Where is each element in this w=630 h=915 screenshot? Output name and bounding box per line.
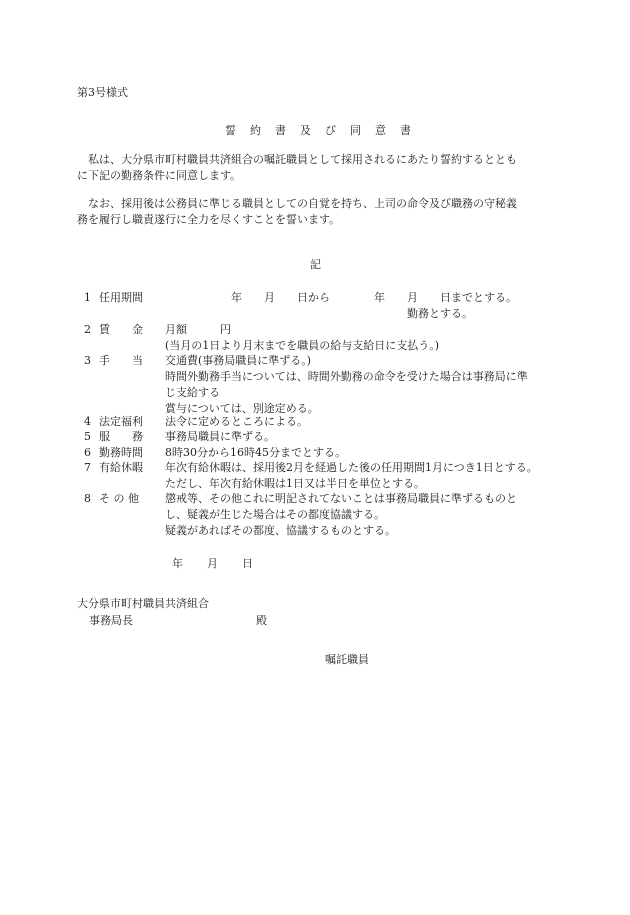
- text-line: 勤務とする。: [165, 307, 473, 320]
- text-line: 私は、大分県市町村職員共済組合の嘱託職員として採用されるにあたり誓約するととも: [77, 153, 517, 166]
- text-line: (当月の1日より月末までを職員の給与支給日に支払う。): [165, 339, 440, 352]
- item-content: [165, 414, 565, 430]
- item-content: [165, 290, 565, 322]
- item-number: 4: [84, 415, 91, 428]
- title-char: 約: [250, 124, 263, 137]
- text-line: 交通費(事務局職員に準ずる。): [165, 354, 312, 367]
- item-label: 手 当: [99, 354, 143, 367]
- item-label: 賃 金: [99, 323, 143, 336]
- text-line: 法令に定めるところによる。: [165, 415, 308, 428]
- title-char: 書: [275, 124, 288, 137]
- title-char: 誓: [225, 124, 238, 137]
- date-line: [172, 556, 253, 572]
- addressee-title: 事務局長: [89, 614, 133, 627]
- item-label: 法定福利: [99, 415, 143, 428]
- title-char: 及: [300, 124, 313, 137]
- text-line: 年 月 日から 年 月 日までとする。: [165, 291, 517, 304]
- item-content: [165, 429, 565, 445]
- title-char: び: [325, 124, 338, 137]
- intro-paragraph-1: [77, 152, 557, 184]
- item-number: 2: [84, 323, 91, 336]
- item-number: 8: [84, 492, 91, 505]
- text-line: 時間外勤務手当については、時間外勤務の命令を受けた場合は事務局に準: [165, 370, 528, 383]
- title-char: 同: [350, 124, 363, 137]
- form-number: 第3号様式: [77, 86, 128, 99]
- text-line: 年次有給休暇は、採用後2月を経過した後の任用期間1月につき1日とする。: [165, 461, 538, 474]
- text-line: じ支給する: [165, 386, 220, 399]
- item-label: 有給休暇: [99, 461, 143, 474]
- item-number: 3: [84, 354, 91, 367]
- addressee-organization: 大分県市町村職員共済組合: [77, 597, 209, 610]
- item-content: [165, 353, 565, 417]
- text-line: ただし、年次有給休暇は1日又は半日を単位とする。: [165, 477, 425, 490]
- ki-heading: 記: [310, 258, 321, 271]
- signer-label: 嘱託職員: [325, 653, 369, 666]
- item-content: [165, 322, 565, 354]
- item-number: 7: [84, 461, 91, 474]
- item-label: そ の 他: [99, 492, 139, 505]
- title-char: 書: [400, 124, 413, 137]
- item-number: 6: [84, 446, 91, 459]
- text-line: 務を履行し職責遂行に全力を尽くすことを誓います。: [77, 213, 341, 226]
- text-line: し、疑義が生じた場合はその都度協議する。: [165, 508, 385, 521]
- text-line: に下記の勤務条件に同意します。: [77, 169, 242, 182]
- text-line: 8時30分から16時45分までとする。: [165, 446, 346, 459]
- intro-paragraph-2: [77, 196, 557, 228]
- item-content: [165, 445, 565, 461]
- text-line: なお、採用後は公務員に準じる職員としての自覚を持ち、上司の命令及び職務の守秘義: [77, 197, 517, 210]
- item-content: [165, 491, 565, 539]
- text-line: 事務局職員に準ずる。: [165, 430, 275, 443]
- day-label: 日: [242, 557, 253, 570]
- year-label: 年: [172, 557, 183, 570]
- title-char: 意: [375, 124, 388, 137]
- item-content: [165, 460, 565, 492]
- month-label: 月: [207, 557, 218, 570]
- addressee-honorific: 殿: [256, 614, 267, 627]
- item-label: 服 務: [99, 430, 143, 443]
- item-number: 1: [84, 291, 91, 304]
- item-label: 任用期間: [99, 291, 143, 304]
- item-label: 勤務時間: [99, 446, 143, 459]
- text-line: 懲戒等、その他これに明記されてないことは事務局職員に準ずるものと: [165, 492, 517, 505]
- item-number: 5: [84, 430, 91, 443]
- text-line: 月額 円: [165, 323, 231, 336]
- text-line: 疑義があればその都度、協議するものとする。: [165, 524, 396, 537]
- text-line: 賞与については、別途定める。: [165, 402, 319, 415]
- document-title: [225, 123, 425, 139]
